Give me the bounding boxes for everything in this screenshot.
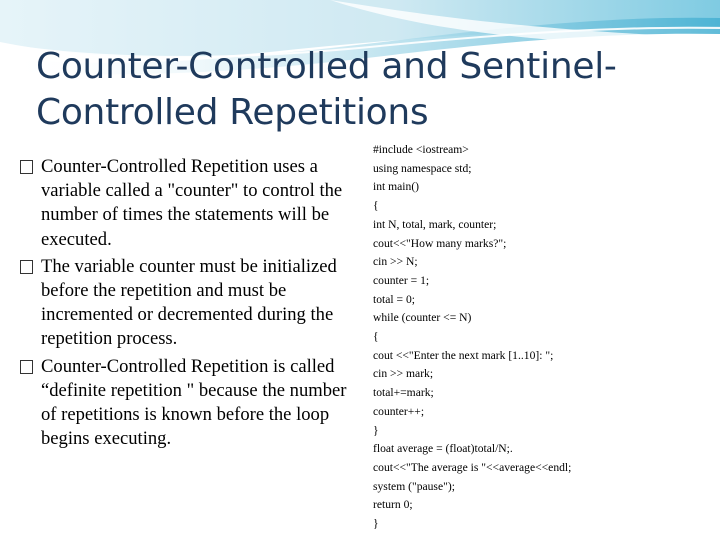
code-line: #include <iostream>: [373, 143, 469, 156]
code-line: int N, total, mark, counter;: [373, 217, 497, 231]
bullet-box-icon: [20, 160, 33, 174]
code-line: {: [373, 330, 379, 344]
bullet-text: Counter-Controlled Repetition is called “definite repetition " because the number of repetitions is known before the loop begins executing.: [41, 355, 347, 450]
title-line: Counter-Controlled and Sentinel-: [36, 46, 617, 87]
code-line: float average = (float)total/N;.: [373, 442, 513, 456]
bullet-box-icon: [20, 360, 33, 374]
title-line: Controlled Repetitions: [36, 92, 429, 133]
code-line: while (counter <= N): [373, 311, 472, 325]
code-listing: [373, 141, 713, 534]
code-line: {: [373, 199, 379, 213]
slide-title: [36, 44, 696, 136]
bullet-item: [20, 155, 356, 252]
code-line: int main(): [373, 180, 420, 194]
code-line: }: [373, 517, 379, 531]
code-line: counter++;: [373, 404, 425, 418]
bullet-item: [20, 255, 356, 352]
code-line: cout <<"Enter the next mark [1..10]: ";: [373, 348, 554, 362]
code-line: cin >> N;: [373, 255, 418, 269]
bullet-item: [20, 355, 356, 452]
bullet-text: Counter-Controlled Repetition uses a variable called a "counter" to control the number of times the statements will be executed.: [41, 156, 343, 250]
code-line: cin >> mark;: [373, 367, 434, 381]
bullet-text: The variable counter must be initialized before the repetition and must be incremented or decremented during the repetition process.: [41, 255, 337, 350]
code-line: return 0;: [373, 498, 413, 512]
code-line: cout<<"How many marks?";: [373, 236, 507, 250]
code-line: system ("pause");: [373, 479, 455, 493]
code-line: total+=mark;: [373, 386, 434, 400]
code-line: }: [373, 423, 379, 437]
code-line: cout<<"The average is "<<average<<endl;: [373, 460, 572, 474]
bullet-list: [20, 155, 356, 454]
code-line: counter = 1;: [373, 273, 430, 287]
bullet-box-icon: [20, 260, 33, 274]
code-line: total = 0;: [373, 292, 415, 306]
code-line: using namespace std;: [373, 161, 472, 175]
